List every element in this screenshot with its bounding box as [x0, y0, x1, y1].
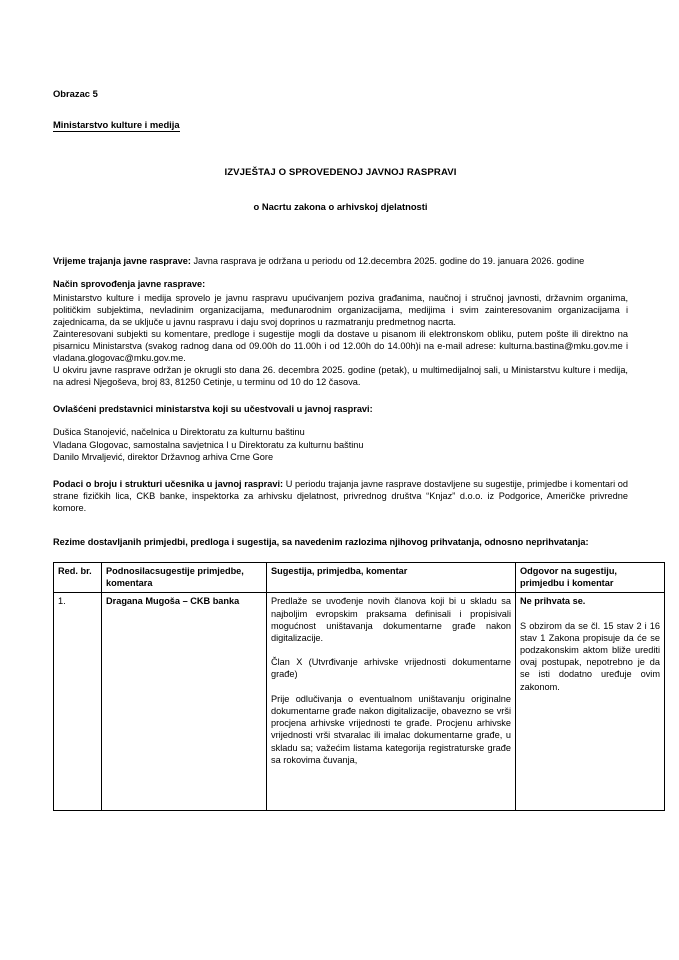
duration-block	[53, 255, 628, 267]
method-paragraph-1: Ministarstvo kulture i medija sprovelo je javnu raspravu upućivanjem poziva građanima, naučnoj i stručnoj javnosti, državnim organima, političkim subjektima, nevladinim organizacijama, međunarodnim organizacijama, medijima i svim zainteresovanim organizacijama i zajednicama, da se uključe u javnu raspravu i daju svoj doprinos u razmatranju predmetnog nacrta.	[53, 292, 628, 327]
participants-label: Podaci o broju i strukturi učesnika u javnoj raspravi:	[53, 478, 284, 489]
suggestion-paragraph: Predlaže se uvođenje novih članova koji bi u skladu sa najboljim evropskim praksama definisali i propisivali mogućnost uništavanja dokumentarne građe nakon digitalizacije.	[271, 596, 511, 644]
ministry-name	[53, 119, 628, 131]
column-header-suggestion: Sugestija, primjedba, komentar	[267, 563, 516, 593]
list-item: Dušica Stanojević, načelnica u Direktoratu za kulturnu baštinu	[53, 427, 305, 438]
cell-suggestion	[267, 593, 516, 811]
column-header-number: Red. br.	[54, 563, 102, 593]
table-body	[54, 593, 665, 811]
comments-table	[53, 562, 665, 811]
method-heading: Način sprovođenja javne rasprave:	[53, 279, 206, 290]
representatives-list	[53, 426, 628, 462]
table-row	[54, 593, 665, 811]
summary-heading: Rezime dostavljanih primjedbi, predloga i sugestija, sa navedenim razlozima njihovog prihvatanja, odnosno neprihvatanja:	[53, 536, 589, 547]
answer-heading: Ne prihvata se.	[520, 596, 586, 607]
method-paragraph-2: Zainteresovani subjekti su komentare, predloge i sugestije mogli da dostave u pisanom ili elektronskom obliku, putem pošte ili direktno na pisarnicu Ministarstva (svakog radnog dana od 09.00h do 11.00h i od 12.00h do 14.00h)i na e-mail adrese: kulturna.bastina@mku.gov.me i vladana.glogovac@mku.gov.me.	[53, 328, 628, 364]
ministry-name-text: Ministarstvo kulture i medija	[53, 119, 180, 131]
method-paragraph-3: U okviru javne rasprave održan je okrugli sto dana 26. decembra 2025. godine (petak), u multimedijalnoj sali, u Ministarstvu kulture i medija, na adresi Njegoševa, broj 83, 81250 Cetinje, u terminu od 10 do 12 časova.	[53, 365, 628, 388]
duration-label: Vrijeme trajanja javne rasprave:	[53, 256, 191, 267]
form-code: Obrazac 5	[53, 88, 98, 99]
method-block	[53, 278, 628, 388]
duration-text: Javna rasprava je održana u periodu od 12.decembra 2025. godine do 19. januara 2026. godine	[190, 256, 585, 267]
suggestion-paragraph: Član X (Utvrđivanje arhivske vrijednosti dokumentarne građe)	[271, 657, 511, 680]
spacer	[53, 415, 628, 426]
cell-number: 1.	[54, 593, 102, 811]
cell-submitter: Dragana Mugoša – CKB banka	[102, 593, 267, 811]
page-subtitle: o Nacrtu zakona o arhivskoj djelatnosti	[253, 201, 428, 213]
cell-answer	[516, 593, 665, 811]
list-item: Vladana Glogovac, samostalna savjetnica I u Direktoratu za kulturnu baštinu	[53, 439, 364, 450]
participants-block	[53, 478, 628, 514]
table-header	[54, 563, 665, 593]
page-title: IZVJEŠTAJ O SPROVEDENOJ JAVNOJ RASPRAVI	[224, 167, 457, 179]
column-header-submitter: Podnosilacsugestije primjedbe, komentara	[102, 563, 267, 593]
spacer	[53, 525, 628, 536]
list-item: Danilo Mrvaljević, direktor Državnog arhiva Crne Gore	[53, 451, 274, 462]
suggestion-paragraph: Prije odlučivanja o eventualnom uništavanju originalne dokumentarne građe nakon digitalizacije, obavezno se vrši procjena arhivske vrijednosti te građe. Procjenu arhivske vrijednosti vrši stvaralac ili imalac dokumentarne građe, u skladu sa; važećim listama kategorija registraturske građe sa rokovima čuvanja,	[271, 693, 511, 765]
document-body	[53, 88, 660, 811]
spacer	[53, 388, 628, 403]
column-header-answer: Odgovor na sugestiju, primjedbu i komentar	[516, 563, 665, 593]
representatives-heading: Ovlašćeni predstavnici ministarstva koji su učestvovali u javnoj raspravi:	[53, 404, 373, 415]
participants-text: U periodu trajanja javne rasprave dostavljene su sugestije, primjedbe i komentari od strane fizičkih lica, CKB banke, inspektorka za arhivsku djelatnost, privrednog društva “Knjaz” d.o.o. iz Podgorice, Američke privredne komore.	[53, 478, 628, 513]
spacer	[53, 463, 628, 478]
table-header-row	[54, 563, 665, 593]
answer-paragraph: S obzirom da se čl. 15 stav 2 i 16 stav 1 Zakona propisuje da će se podzakonskim aktom bliže urediti ovaj postupak, nepotrebno je da se isti dodatno uređuje ovim zakonom.	[520, 620, 660, 692]
